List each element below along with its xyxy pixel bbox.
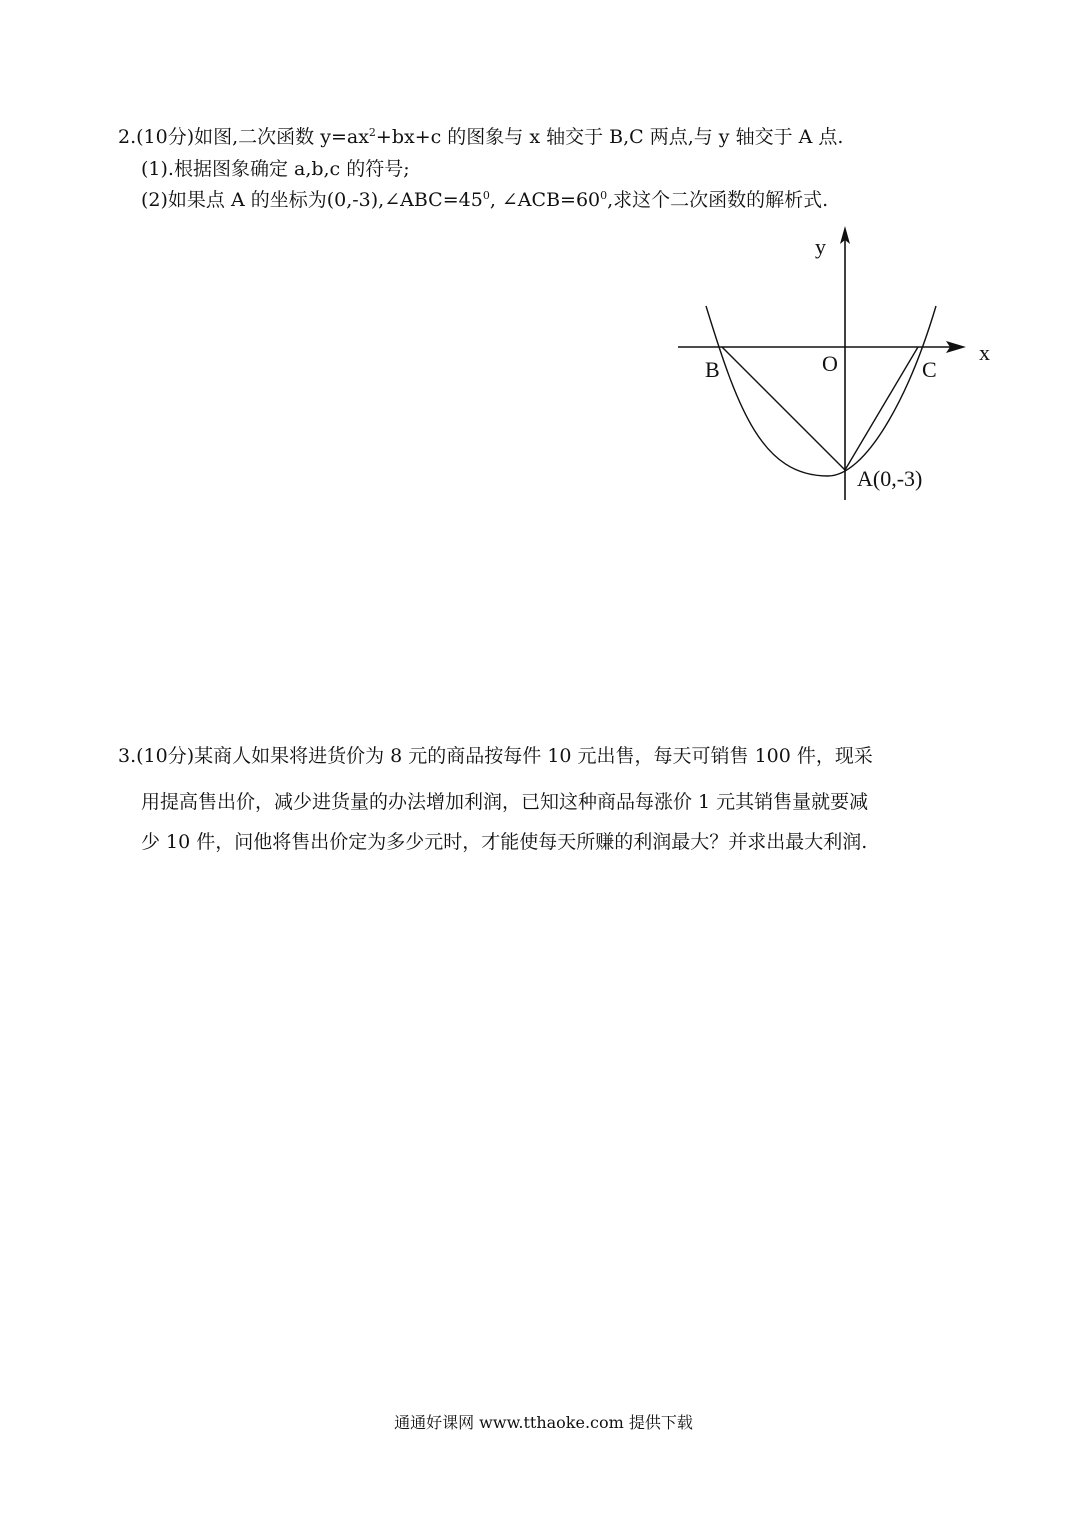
question-3-line-2: 用提高售出价，减少进货量的办法增加利润，已知这种商品每涨价 1 元其销售量就要减 [141, 791, 869, 813]
part-2-text-b: , ∠ACB=60 [489, 189, 601, 211]
y-axis-label: y [815, 234, 826, 259]
question-2-stem [118, 121, 843, 153]
degree-mark-2: 0 [600, 189, 608, 202]
degree-mark-1: 0 [482, 189, 490, 202]
part-2-text-a: (2)如果点 A 的坐标为(0,-3),∠ABC=45 [141, 189, 483, 211]
question-2-part-1: (1).根据图象确定 a,b,c 的符号; [141, 158, 410, 180]
segment-ac [845, 347, 918, 470]
question-2-stem-text-end: +bx+c 的图象与 x 轴交于 B,C 两点,与 y 轴交于 A 点. [375, 126, 844, 148]
x-axis-label: x [979, 340, 990, 365]
page-footer: 通通好课网 www.tthaoke.com 提供下载 [394, 1413, 693, 1432]
parabola-curve [706, 306, 936, 476]
question-2-part-2 [141, 184, 828, 216]
point-a-label: A(0,-3) [857, 466, 923, 491]
parabola-figure [660, 220, 1010, 510]
question-2-stem-text: 2.(10分)如图,二次函数 y=ax [118, 126, 369, 148]
point-b-label: B [705, 357, 720, 382]
question-3-line-3: 少 10 件，问他将售出价定为多少元时，才能使每天所赚的利润最大？并求出最大利润. [141, 831, 868, 853]
point-c-label: C [922, 357, 937, 382]
origin-label: O [822, 351, 838, 376]
part-2-text-c: ,求这个二次函数的解析式. [607, 189, 829, 211]
question-3-line-1: 3.(10分)某商人如果将进货价为 8 元的商品按每件 10 元出售，每天可销售 100 件，现采 [118, 745, 873, 767]
exponent: 2 [368, 126, 376, 139]
